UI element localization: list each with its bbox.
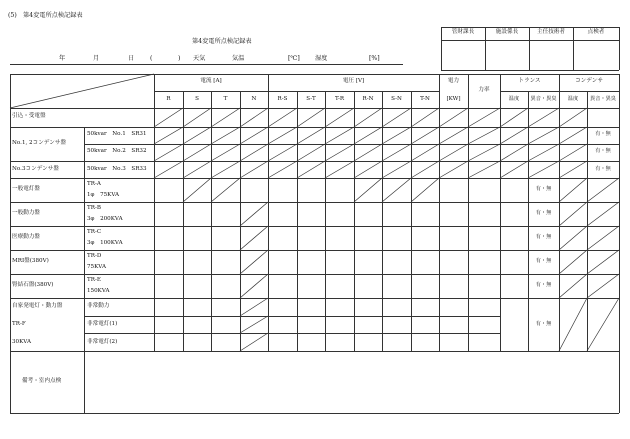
condenser-header: コンデンサ	[575, 78, 603, 84]
col-voltage-tn: T-N	[420, 96, 430, 102]
panel2-trans-yesno: 有・無	[535, 210, 552, 216]
strike-line	[559, 298, 587, 351]
approval-inspector: 点検者	[587, 29, 605, 35]
page-title: 第4変電所点検記録表	[192, 38, 252, 45]
strike-line	[354, 144, 382, 161]
strike-line	[211, 161, 240, 178]
col-cond-noise: 異音・異臭	[590, 96, 616, 102]
day-label: 日	[128, 55, 135, 62]
humidity-label: 湿度	[315, 55, 328, 62]
col-current-r: R	[166, 96, 171, 102]
strike-line	[211, 144, 240, 161]
strike-line	[240, 202, 268, 226]
strike-line	[528, 144, 559, 161]
row-panel4-label: MRI盤(380V)	[12, 258, 49, 264]
strike-line	[211, 178, 240, 202]
row-panel6-sub-b: 非常電灯(1)	[87, 321, 118, 327]
strike-line	[154, 144, 183, 161]
strike-line	[382, 127, 411, 144]
weekday-close-paren: )	[178, 55, 181, 62]
strike-line	[528, 108, 559, 127]
transformer-header: トランス	[518, 78, 541, 84]
row-panel3-transformer: TR-C	[87, 229, 102, 235]
strike-line	[500, 161, 528, 178]
strike-line	[297, 161, 325, 178]
strike-line	[240, 108, 268, 127]
strike-line	[559, 127, 587, 144]
weather-label: 天気	[193, 55, 206, 62]
row-panel1-label: 一般電灯盤	[12, 186, 40, 192]
cond12-b-yesno: 有・無	[595, 148, 611, 154]
strike-line	[154, 161, 183, 178]
strike-line	[325, 127, 354, 144]
row-incoming-label: 引込・受電盤	[12, 113, 46, 119]
panel3-trans-yesno: 有・無	[535, 234, 552, 240]
strike-line	[154, 127, 183, 144]
approval-engineer: 主任技術者	[537, 29, 565, 35]
row-panel1-transformer: TR-A	[87, 181, 101, 187]
row-panel4-transformer: TR-D	[87, 253, 102, 259]
col-trans-temp: 温度	[508, 96, 520, 102]
strike-line	[268, 127, 297, 144]
strike-line	[439, 127, 468, 144]
strike-line	[183, 178, 211, 202]
strike-line	[183, 108, 211, 127]
row-cond12-sub-b: 50kvar No.2 SR32	[87, 148, 147, 154]
strike-line	[240, 274, 268, 298]
strike-line	[183, 144, 211, 161]
strike-line	[468, 161, 500, 178]
strike-line	[240, 250, 268, 274]
strike-line	[211, 108, 240, 127]
strike-line	[439, 108, 468, 127]
strike-line	[382, 108, 411, 127]
strike-line	[500, 108, 528, 127]
strike-line	[587, 250, 619, 274]
temperature-unit: [℃]	[288, 55, 300, 62]
strike-line	[183, 161, 211, 178]
col-voltage-rs: R-S	[277, 96, 288, 102]
panel1-trans-yesno: 有・無	[535, 186, 552, 192]
strike-line	[559, 202, 587, 226]
strike-line	[240, 144, 268, 161]
col-current-s: S	[195, 96, 199, 102]
col-trans-noise: 異音・異臭	[530, 96, 557, 102]
strike-line	[559, 226, 587, 250]
remarks-label: 備考・室内点検	[22, 378, 62, 384]
col-voltage-sn: S-N	[391, 96, 402, 102]
strike-line	[411, 108, 439, 127]
power-factor-header: 力率	[478, 87, 490, 93]
panel4-trans-yesno: 有・無	[535, 258, 552, 264]
strike-line	[439, 144, 468, 161]
year-label: 年	[59, 55, 66, 62]
col-current-t: T	[223, 96, 228, 102]
row-panel2-capacity: 3φ 200KVA	[87, 216, 123, 222]
row-panel6-sub-c: 非常電灯(2)	[87, 339, 118, 345]
row-panel1-capacity: 1φ 75KVA	[87, 192, 120, 198]
strike-line	[559, 161, 587, 178]
row-cond12-label: No.1, 2コンデンサ盤	[12, 140, 67, 146]
strike-line	[411, 144, 439, 161]
strike-line	[587, 298, 619, 351]
strike-line	[559, 108, 587, 127]
strike-line	[559, 178, 587, 202]
strike-line	[297, 127, 325, 144]
month-label: 月	[93, 55, 100, 62]
strike-line	[354, 161, 382, 178]
strike-line	[468, 144, 500, 161]
strike-line	[528, 161, 559, 178]
strike-line	[154, 108, 183, 127]
strike-line	[559, 274, 587, 298]
power-unit: [KW]	[446, 96, 461, 102]
strike-line	[382, 144, 411, 161]
strike-line	[240, 127, 268, 144]
strike-line	[468, 127, 500, 144]
strike-line	[211, 127, 240, 144]
strike-line	[268, 144, 297, 161]
row-panel6-capacity: 30KVA	[12, 339, 31, 345]
power-header: 電力	[447, 78, 460, 84]
cond3-yesno: 有・無	[595, 166, 611, 172]
strike-line	[587, 274, 619, 298]
strike-line	[268, 108, 297, 127]
row-panel2-transformer: TR-B	[87, 205, 101, 211]
strike-line	[297, 144, 325, 161]
strike-line	[354, 178, 382, 202]
col-voltage-tr: T-R	[334, 96, 345, 102]
col-cond-temp: 温度	[567, 96, 579, 102]
strike-line	[468, 108, 500, 127]
strike-line	[439, 161, 468, 178]
row-panel4-capacity: 75KVA	[87, 264, 106, 270]
approval-manager: 管財課長	[451, 29, 475, 35]
strike-line	[587, 178, 619, 202]
humidity-unit: [%]	[369, 55, 380, 62]
strike-line	[240, 298, 268, 316]
strike-line	[382, 178, 411, 202]
strike-line	[411, 178, 439, 202]
strike-line	[587, 202, 619, 226]
col-current-n: N	[251, 96, 257, 102]
strike-line	[559, 144, 587, 161]
strike-line	[559, 250, 587, 274]
row-panel6-label: 自家発電灯・動力盤	[12, 303, 63, 309]
strike-line	[411, 127, 439, 144]
row-cond12-sub-a: 50kvar No.1 SR31	[87, 131, 147, 137]
current-header: 電流 [A]	[200, 78, 222, 84]
strike-line	[382, 161, 411, 178]
row-panel5-transformer: TR-E	[87, 277, 101, 283]
strike-line	[528, 127, 559, 144]
col-voltage-st: S-T	[306, 96, 316, 102]
strike-line	[354, 127, 382, 144]
strike-line	[325, 161, 354, 178]
panel6-trans-yesno: 有・無	[535, 321, 552, 327]
row-panel5-label: 腎結石盤(380V)	[12, 282, 54, 288]
cond12-a-yesno: 有・無	[595, 131, 611, 137]
row-panel3-capacity: 3φ 100KVA	[87, 240, 123, 246]
approval-chief: 施設係長	[495, 29, 519, 35]
strike-line	[297, 108, 325, 127]
temperature-label: 気温	[232, 55, 245, 62]
row-cond3-label: No.3コンデンサ盤	[12, 166, 59, 172]
strike-line	[325, 108, 354, 127]
strike-line	[268, 161, 297, 178]
strike-line	[587, 226, 619, 250]
voltage-header: 電圧 [V]	[342, 78, 365, 84]
strike-line	[10, 74, 154, 108]
strike-line	[240, 226, 268, 250]
strike-line	[240, 161, 268, 178]
row-cond3-sub: 50kvar No.3 SR33	[87, 166, 147, 172]
row-panel6-sub-a: 非常動力	[87, 303, 110, 309]
strike-line	[500, 144, 528, 161]
section-label: (5) 第4変電所点検記録表	[8, 12, 83, 19]
row-panel3-label: 医療動力盤	[12, 234, 40, 240]
strike-line	[240, 316, 268, 333]
strike-line	[500, 127, 528, 144]
row-panel2-label: 一般動力盤	[12, 210, 40, 216]
row-panel6-transformer: TR-F	[12, 321, 26, 327]
strike-line	[411, 161, 439, 178]
strike-line	[183, 127, 211, 144]
panel5-trans-yesno: 有・無	[535, 282, 552, 288]
strike-line	[354, 108, 382, 127]
strike-line	[325, 144, 354, 161]
row-panel5-capacity: 150KVA	[87, 288, 110, 294]
col-voltage-rn: R-N	[362, 96, 374, 102]
strike-line	[240, 333, 268, 351]
weekday-open-paren: (	[150, 55, 153, 62]
